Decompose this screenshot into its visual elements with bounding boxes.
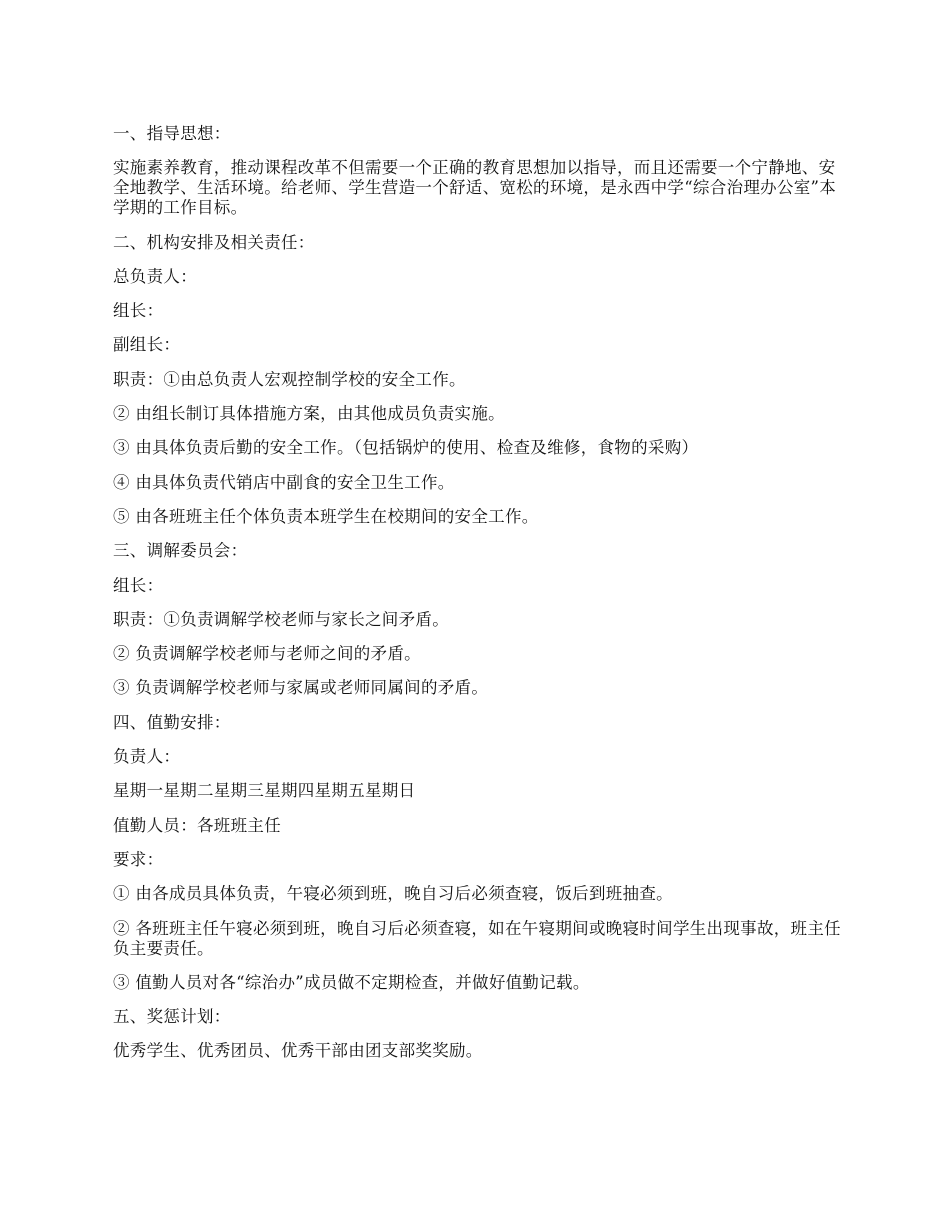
field-mediation-leader: 组长： (113, 575, 164, 595)
duty-item-2: ② 由组长制订具体措施方案，由其他成员负责实施。 (113, 404, 505, 424)
duty-item-4: ④ 由具体负责代销店中副食的安全卫生工作。 (113, 472, 455, 492)
requirement-item-3: ③ 值勤人员对各“综治办”成员做不定期检查，并做好值勤记载。 (113, 972, 590, 992)
paragraph-guiding-thought: 实施素养教育，推动课程改革不但需要一个正确的教育思想加以指导，而且还需要一个宁静地、安全地教学、生活环境。给老师、学生营造一个舒适、宽松的环境，是永西中学“综合治理办公室”本学期的工作目标。 (113, 158, 837, 218)
field-group-leader: 组长： (113, 301, 164, 321)
document-body (113, 124, 841, 1076)
requirement-item-2: ② 各班班主任午寝必须到班，晚自习后必须查寝，如在午寝期间或晚寝时间学生出现事故，班主任负主要责任。 (113, 918, 841, 958)
duty-item-3: ③ 由具体负责后勤的安全工作。（包括锅炉的使用、检查及维修，食物的采购） (113, 438, 699, 458)
section-heading-rewards: 五、奖惩计划： (113, 1007, 231, 1027)
requirement-item-1: ① 由各成员具体负责，午寝必须到班，晚自习后必须查寝，饭后到班抽查。 (113, 884, 673, 904)
mediation-duty-2: ② 负责调解学校老师与老师之间的矛盾。 (113, 644, 421, 664)
section-heading-mediation: 三、调解委员会： (113, 541, 248, 561)
weekday-list: 星期一星期二星期三星期四星期五星期日 (113, 781, 416, 801)
section-heading-guiding-thought: 一、指导思想： (113, 124, 231, 143)
duty-item-5: ⑤ 由各班班主任个体负责本班学生在校期间的安全工作。 (113, 506, 539, 526)
duty-item-1: 职责：①由总负责人宏观控制学校的安全工作。 (113, 369, 466, 389)
field-duty-responsible: 负责人： (113, 747, 181, 767)
field-general-leader: 总负责人： (113, 266, 197, 286)
section-heading-organization: 二、机构安排及相关责任： (113, 232, 315, 252)
paragraph-rewards: 优秀学生、优秀团员、优秀干部由团支部奖奖励。 (113, 1041, 483, 1061)
mediation-duty-1: 职责：①负责调解学校老师与家长之间矛盾。 (113, 609, 449, 629)
field-requirements: 要求： (113, 849, 164, 869)
field-deputy-leader: 副组长： (113, 335, 181, 355)
section-heading-duty-schedule: 四、值勤安排： (113, 712, 231, 732)
field-duty-staff: 值勤人员：各班班主任 (113, 815, 281, 835)
mediation-duty-3: ③ 负责调解学校老师与家属或老师同属间的矛盾。 (113, 678, 489, 698)
